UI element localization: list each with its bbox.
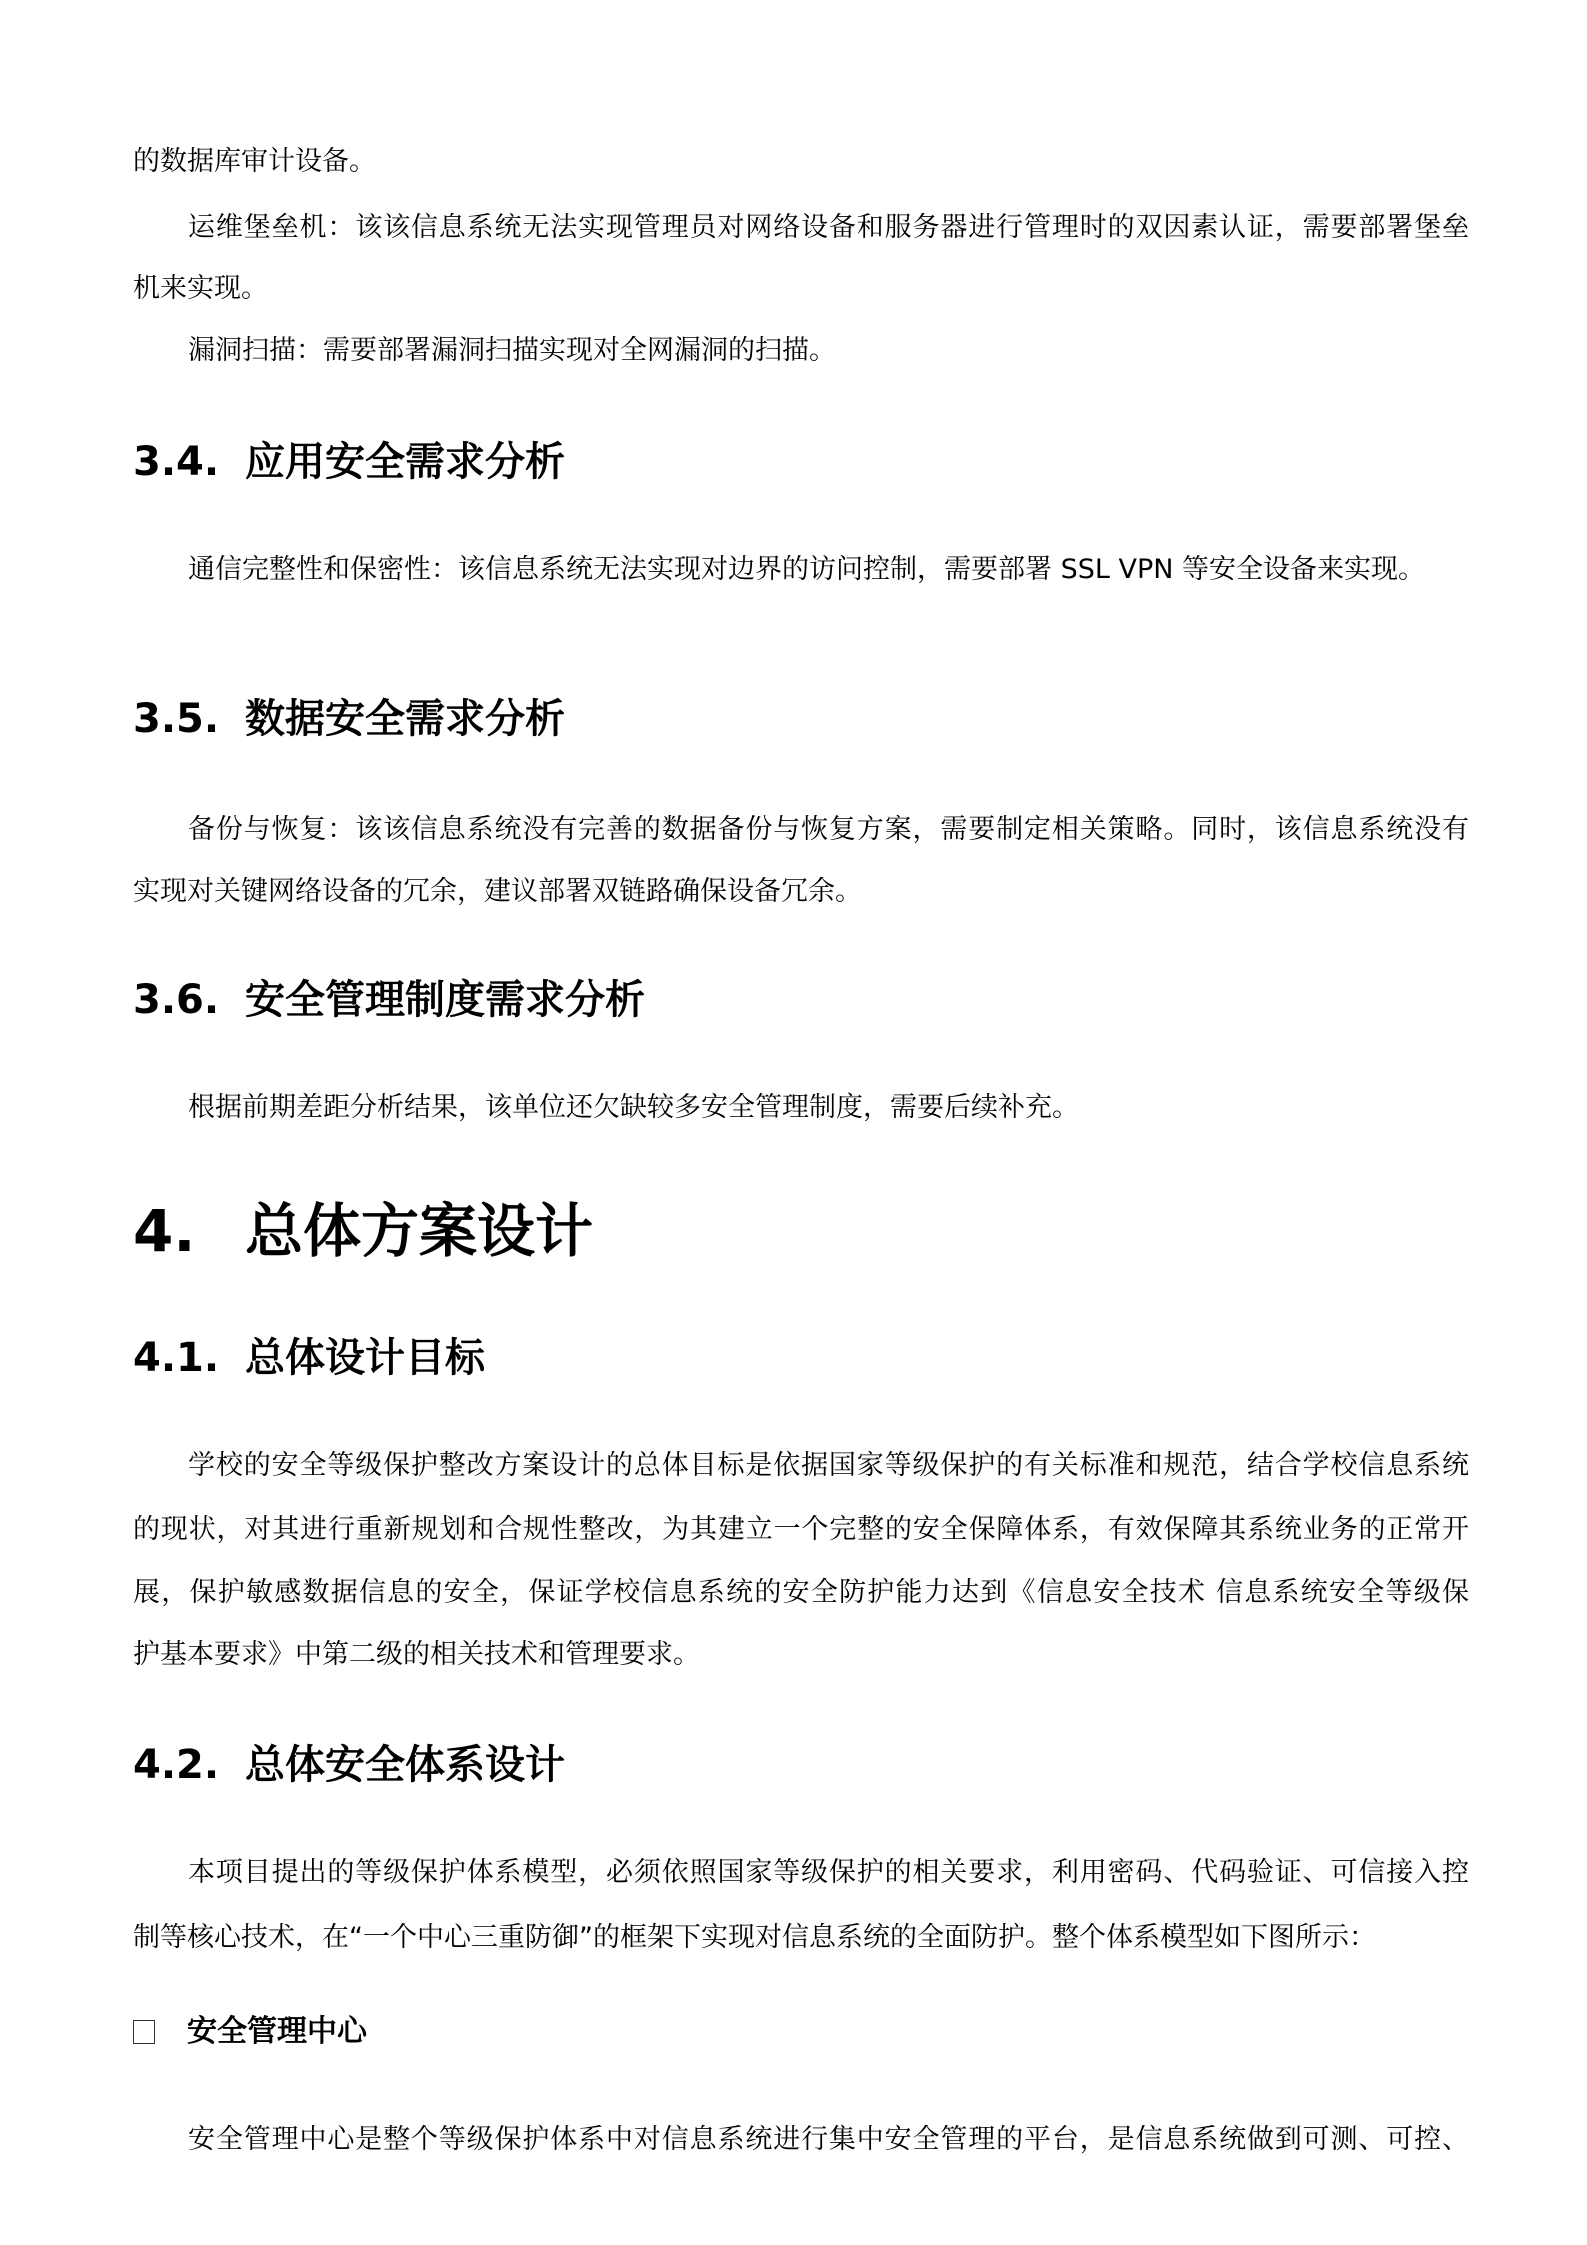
heading-4 xyxy=(133,1196,593,1266)
checkbox-bullet-icon xyxy=(133,2020,155,2044)
heading-title: 总体方案设计 xyxy=(245,1197,594,1265)
heading-4-2 xyxy=(133,1740,565,1790)
paragraph-line: 护基本要求》中第二级的相关技术和管理要求。 xyxy=(133,1639,700,1670)
heading-title: 应用安全需求分析 xyxy=(245,439,565,485)
paragraph-line: 安全管理中心是整个等级保护体系中对信息系统进行集中安全管理的平台，是信息系统做到可测、可控、 xyxy=(188,2124,1469,2155)
bullet-label: 安全管理中心 xyxy=(187,2014,367,2049)
heading-3-6 xyxy=(133,975,645,1025)
paragraph-line: 通信完整性和保密性：该信息系统无法实现对边界的访问控制，需要部署 SSL VPN 等安全设备来实现。 xyxy=(188,554,1426,585)
heading-title: 总体安全体系设计 xyxy=(245,1742,565,1788)
heading-4-1 xyxy=(133,1333,485,1383)
heading-number: 4. xyxy=(133,1197,196,1265)
paragraph-line: 机来实现。 xyxy=(133,273,268,304)
heading-number: 3.6. xyxy=(133,977,220,1023)
paragraph-line: 本项目提出的等级保护体系模型，必须依照国家等级保护的相关要求，利用密码、代码验证、可信接入控 xyxy=(188,1857,1469,1888)
heading-3-4 xyxy=(133,437,565,487)
heading-title: 总体设计目标 xyxy=(245,1335,485,1381)
heading-number: 3.4. xyxy=(133,439,220,485)
paragraph-line: 实现对关键网络设备的冗余，建议部署双链路确保设备冗余。 xyxy=(133,876,862,907)
heading-title: 数据安全需求分析 xyxy=(245,696,565,742)
paragraph-line: 备份与恢复：该该信息系统没有完善的数据备份与恢复方案，需要制定相关策略。同时，该信息系统没有 xyxy=(188,814,1469,845)
paragraph-line: 漏洞扫描：需要部署漏洞扫描实现对全网漏洞的扫描。 xyxy=(188,335,836,366)
paragraph-line: 的数据库审计设备。 xyxy=(133,146,376,177)
heading-3-5 xyxy=(133,694,565,744)
paragraph-line: 展，保护敏感数据信息的安全，保证学校信息系统的安全防护能力达到《信息安全技术 信息系统安全等级保 xyxy=(133,1577,1469,1608)
bullet-item xyxy=(133,2012,367,2052)
paragraph-line: 制等核心技术，在“一个中心三重防御”的框架下实现对信息系统的全面防护。整个体系模型如下图所示： xyxy=(133,1922,1376,1953)
paragraph-line: 根据前期差距分析结果，该单位还欠缺较多安全管理制度，需要后续补充。 xyxy=(188,1092,1079,1123)
heading-number: 4.1. xyxy=(133,1335,220,1381)
heading-number: 4.2. xyxy=(133,1742,220,1788)
paragraph-line: 运维堡垒机：该该信息系统无法实现管理员对网络设备和服务器进行管理时的双因素认证，需要部署堡垒 xyxy=(188,212,1469,243)
paragraph-line: 学校的安全等级保护整改方案设计的总体目标是依据国家等级保护的有关标准和规范，结合学校信息系统 xyxy=(188,1450,1469,1481)
heading-number: 3.5. xyxy=(133,696,220,742)
paragraph-line: 的现状，对其进行重新规划和合规性整改，为其建立一个完整的安全保障体系，有效保障其系统业务的正常开 xyxy=(133,1514,1469,1545)
heading-title: 安全管理制度需求分析 xyxy=(245,977,645,1023)
